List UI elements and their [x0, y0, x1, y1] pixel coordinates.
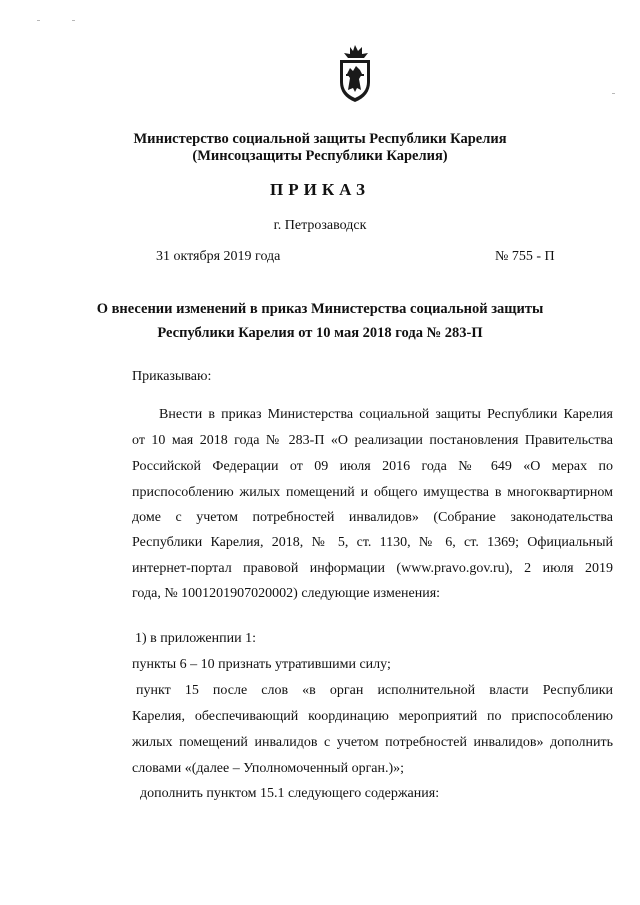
paragraph-line: доме с учетом потребностей инвалидов» (Собрание законодательства — [132, 510, 613, 525]
order-number: № 755 - П — [495, 249, 555, 264]
paragraph-line: приспособлению жилых помещений и общего имущества в многоквартирном — [132, 485, 613, 500]
scan-mark — [37, 20, 40, 21]
list-item: пункты 6 – 10 признать утратившими силу; — [132, 657, 391, 672]
scan-mark — [72, 20, 75, 21]
order-word: Приказываю: — [132, 369, 212, 384]
order-subject-line: О внесении изменений в приказ Министерства социальной защиты — [96, 301, 544, 317]
order-subject-line: Республики Карелия от 10 мая 2018 года № 283-П — [157, 325, 483, 341]
coat-of-arms-emblem — [332, 44, 378, 104]
paragraph-line: словами «(далее – Уполномоченный орган.)»; — [132, 761, 405, 776]
paragraph-line: Карелия, обеспечивающий координацию мероприятий по приспособлению — [132, 709, 613, 724]
ministry-short-name: (Минсоцзащиты Республики Карелия) — [192, 148, 448, 164]
paragraph-line: Внести в приказ Министерства социальной защиты Республики Карелия — [159, 407, 613, 422]
order-title: ПРИКАЗ — [270, 180, 370, 199]
paragraph-line: жилых помещений инвалидов с учетом потребностей инвалидов» дополнить — [132, 735, 613, 750]
order-date: 31 октября 2019 года — [156, 249, 281, 264]
city: г. Петрозаводск — [273, 218, 367, 233]
ministry-name: Министерство социальной защиты Республики Карелия — [133, 131, 507, 147]
scan-mark — [612, 93, 615, 94]
paragraph-line: Республики Карелия, 2018, № 5, ст. 1130, № 6, ст. 1369; Официальный — [132, 535, 613, 550]
paragraph-line: Российской Федерации от 09 июля 2016 года № 649 «О мерах по — [132, 459, 613, 474]
paragraph-line: пункт 15 после слов «в орган исполнительной власти Республики — [136, 683, 613, 698]
paragraph-line: года, № 1001201907020002) следующие изменения: — [132, 586, 441, 601]
list-item: дополнить пунктом 15.1 следующего содержания: — [140, 786, 440, 801]
list-item: 1) в приложенпии 1: — [135, 631, 256, 646]
paragraph-line: от 10 мая 2018 года № 283-П «О реализации постановления Правительства — [132, 433, 613, 448]
paragraph-line: интернет-портал правовой информации (www.pravo.gov.ru), 2 июля 2019 — [132, 561, 613, 576]
